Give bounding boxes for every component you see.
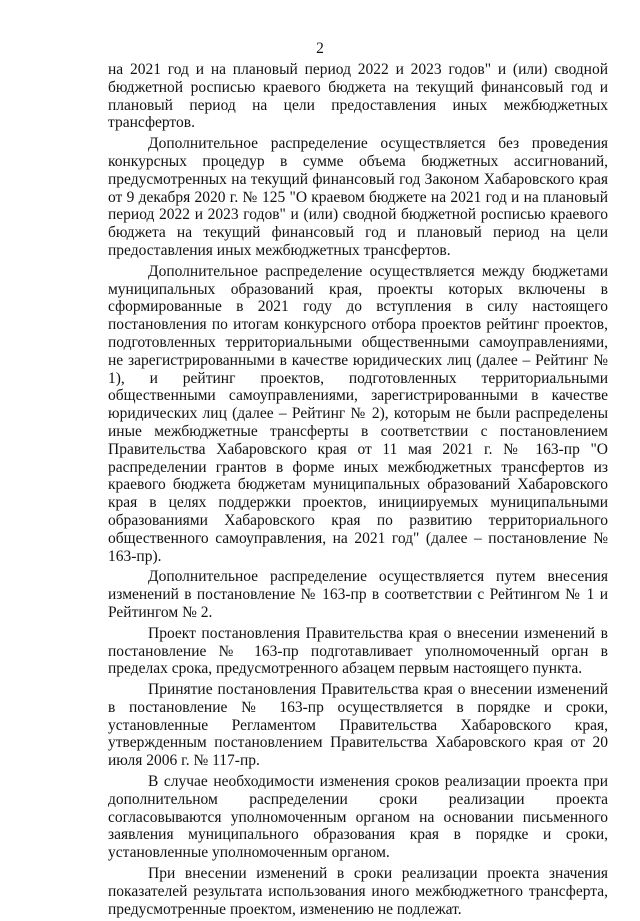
page-number: 2 xyxy=(316,40,324,57)
paragraph-draft-resolution: Проект постановления Правительства края о внесении изменений в постановление № 163-пр подготавливает уполномоченный орган в пределах срока, предусмотренного абзацем первым настоящего пункта. xyxy=(108,624,608,678)
paragraph-continuation: на 2021 год и на плановый период 2022 и 2023 годов" и (или) сводной бюджетной росписью краевого бюджета на текущий финансовый год и плановый период на цели предоставления иных межбюджетных трансфертов. xyxy=(108,61,608,132)
paragraph-indicator-values: При внесении изменений в сроки реализации проекта значения показателей результата использования иного межбюджетного трансферта, предусмотренные проектом, изменению не подлежат. xyxy=(108,865,608,918)
paragraph-amendments-by-ratings: Дополнительное распределение осуществляется путем внесения изменений в постановление № 163-пр в соответствии с Рейтингом № 1 и Рейтингом № 2. xyxy=(108,568,608,621)
paragraph-deadline-changes: В случае необходимости изменения сроков реализации проекта при дополнительном распределении сроки реализации проекта согласовываются уполномоченным органом на основании письменного заявления муниципального образования края в порядке и сроки, установленные уполномоченным органом. xyxy=(108,773,608,862)
document-body xyxy=(108,61,608,921)
paragraph-additional-distribution-no-contest: Дополнительное распределение осуществляется без проведения конкурсных процедур в сумме объема бюджетных ассигнований, предусмотренных на текущий финансовый год Законом Хабаровского края от 9 декабря 2020 г. № 125 "О краевом бюджете на 2021 год и на плановый период 2022 и 2023 годов" и (или) сводной бюджетной росписью краевого бюджета на текущий финансовый год и плановый период на цели предоставления иных межбюджетных трансфертов. xyxy=(108,135,608,259)
paragraph-distribution-between-budgets: Дополнительное распределение осуществляется между бюджетами муниципальных образований края, проекты которых включены в сформированные в 2021 году до вступления в силу настоящего постановления по итогам конкурсного отбора проектов рейтинг проектов, подготовленных территориальными общественными самоуправлениями, не зарегистрированными в качестве юридических лиц (далее – Рейтинг № 1), и рейтинг проектов, подготовленных территориальными общественными самоуправлениями, зарегистрированными в качестве юридических лиц (далее – Рейтинг № 2), которым не были распределены иные межбюджетные трансферты в соответствии с постановлением Правительства Хабаровского края от 11 мая 2021 г. № 163-пр "О распределении грантов в форме иных межбюджетных трансфертов из краевого бюджета бюджетам муниципальных образований Хабаровского края в целях поддержки проектов, инициируемых муниципальными образованиями Хабаровского края по развитию территориального общественного самоуправления, на 2021 год" (далее – постановление № 163-пр). xyxy=(108,262,608,565)
paragraph-adoption-procedure: Принятие постановления Правительства края о внесении изменений в постановление № 163-пр осуществляется в порядке и сроки, установленные Регламентом Правительства Хабаровского края, утвержденным постановлением Правительства Хабаровского края от 20 июля 2006 г. № 117-пр. xyxy=(108,681,608,770)
